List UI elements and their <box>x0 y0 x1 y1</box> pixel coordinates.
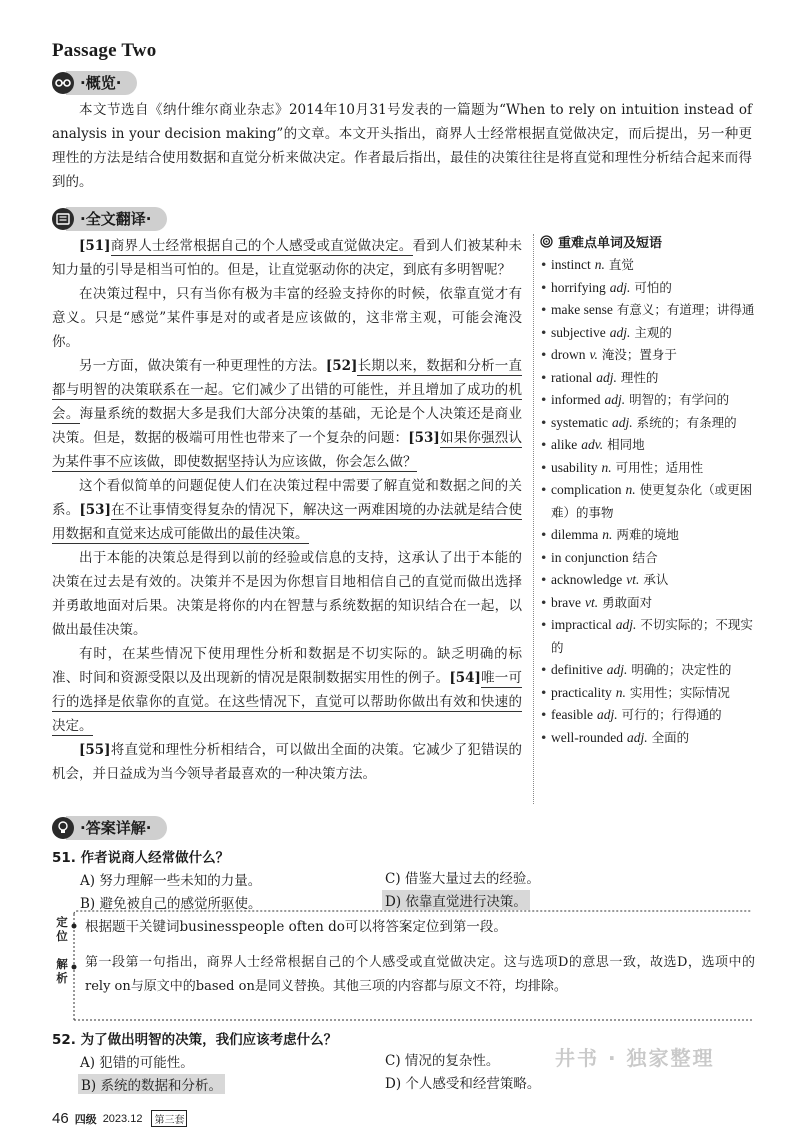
vocab-meaning: 明确的；决定性的 <box>631 662 732 677</box>
vocab-meaning: 明智的；有学问的 <box>629 392 730 407</box>
translation-para-7 <box>52 738 522 786</box>
answers-label: ·答案详解· <box>66 816 167 840</box>
vocab-meaning: 可行的；行得通的 <box>621 707 722 722</box>
overview-text: 本文节选自《纳什维尔商业杂志》2014年10月31号发表的一篇题为“When to rely on intuition instead of analysis in your decision making”的文章。本文开头指出，商界人士经常根据直觉做决定，而后提出，另一种更理性的方法是结合使用数据和直觉分析来做决定。作者最后指出，最佳的决策往往是将直觉和理性分析结合起来而得到的。 <box>52 102 752 190</box>
para-1-rest: 看到人们被某种未知力量的引导是相当可怕的。但是，让直觉驱动你的决定，到底有多明智呢？ <box>52 238 523 278</box>
question-51: 51. 作者说商人经常做什么？ <box>52 850 230 866</box>
q52-option-b: B) 系统的数据和分析。 <box>78 1074 225 1094</box>
vocab-word: make sense <box>551 302 613 317</box>
vocab-item <box>540 682 762 705</box>
para-4-pre: 这个看似简单的问题促使人们在决策过程中需要了解直觉和数据之间的关系。 <box>52 478 522 518</box>
q51-locate: 根据题干关键词businesspeople often do可以将答案定位到第一段。 <box>85 919 507 935</box>
vocab-pos: adj. <box>596 707 618 722</box>
q51-option-d-answer: D) 依靠直觉进行决策。 <box>382 890 530 910</box>
vocab-word: feasible <box>551 707 593 722</box>
vocab-pos: adj. <box>626 729 648 745</box>
vocab-item <box>540 322 762 345</box>
translation-para-6 <box>52 642 522 738</box>
vocab-list <box>540 254 762 749</box>
vocab-pos: adj. <box>604 392 626 407</box>
vocab-meaning: 理性的 <box>620 369 659 385</box>
overview-label: ·概览· <box>66 71 137 95</box>
page-number: 46 <box>52 1110 69 1127</box>
translation-para-3 <box>52 354 522 474</box>
vocab-meaning: 可怕的 <box>634 279 672 295</box>
vocab-word: impractical <box>551 617 612 632</box>
vocab-panel <box>540 232 762 749</box>
vocab-meaning: 勇敢面对 <box>602 594 653 610</box>
question-52: 52. 为了做出明智的决策，我们应该考虑什么？ <box>52 1032 338 1048</box>
translation-label: ·全文翻译· <box>66 207 167 231</box>
vocab-pos: adj. <box>609 279 631 295</box>
key-sentence-53b: 在不让事情变得复杂的情况下，解决这一两难困境的办法就是结合使用数据和直觉来达成可能做出的最佳决策。 <box>52 502 523 542</box>
key-sentence-54: 唯一可行的选择是依靠你的直觉。在这些情况下，直觉可以帮助你做出有效和快速的决定。 <box>52 670 523 734</box>
target-icon <box>540 235 553 248</box>
vocab-item <box>540 727 762 750</box>
vocab-word: practicality <box>551 684 612 700</box>
vocab-pos: n. <box>594 257 605 272</box>
question-marker-53b: [53] <box>79 502 111 518</box>
vocab-meaning: 淹没；置身于 <box>601 347 677 362</box>
vocab-word: horrifying <box>551 279 606 295</box>
vocab-title: 重难点单词及短语 <box>558 236 663 251</box>
vocab-meaning: 系统的；有条理的 <box>636 414 737 430</box>
vocab-word: drown <box>551 347 586 362</box>
book-icon <box>52 208 74 230</box>
vocab-word: systematic <box>551 414 608 430</box>
q51-analysis: 第一段第一句指出，商界人士经常根据自己的个人感受或直觉做决定。这与选项D的意思一致，故选D，选项中的rely on与原文中的based on是同义替换。其他三项的内容都与原文不符，均排除。 <box>85 955 755 994</box>
answers-header <box>52 815 167 841</box>
translation-para-1 <box>52 234 522 282</box>
vocab-pos: vt. <box>584 594 599 610</box>
translation-para-5: 出于本能的决策总是得到以前的经验或信息的支持，这承认了出于本能的决策在过去是有效的。决策并不是因为你想盲目地相信自己的直觉而做出选择并勇敢地面对后果。决策是将你的内在智慧与系统数据的知识结合在一起，以做出最佳决策。 <box>52 550 522 638</box>
q52-option-c: C) 情况的复杂性。 <box>385 1053 500 1069</box>
translation-para-4 <box>52 474 522 546</box>
vocab-item <box>540 614 762 659</box>
vocab-word: definitive <box>551 662 603 677</box>
column-divider <box>533 234 534 804</box>
passage-title: Passage Two <box>52 40 157 61</box>
vocab-item <box>540 299 762 322</box>
vocab-word: subjective <box>551 324 606 340</box>
vocab-meaning: 有意义；有道理；讲得通 <box>616 302 755 317</box>
question-marker-52: [52] <box>325 358 358 374</box>
vocab-item <box>540 367 762 390</box>
vocab-word: informed <box>551 392 601 407</box>
key-sentence-53a: 如果你强烈认为某件事不应该做，即使数据坚持认为应该做，你会怎么做？ <box>52 430 523 470</box>
q51-option-b: B) 避免被自己的感觉所驱使。 <box>80 896 262 912</box>
vocab-word: rational <box>551 369 593 385</box>
volume-label: 第三套 <box>151 1110 187 1127</box>
page-footer <box>52 1110 187 1127</box>
vocab-item <box>540 704 762 727</box>
key-sentence-55: 将直觉和理性分析相结合，可以做出全面的决策。它减少了犯错误的机会，并日益成为当今领导者最喜欢的一种决策方法。 <box>52 742 522 782</box>
vocab-item <box>540 569 762 592</box>
key-sentence-52: 长期以来，数据和分析一直都与明智的决策联系在一起。它们减少了出错的可能性，并且增加了成功的机会。 <box>52 358 523 422</box>
vocab-item <box>540 524 762 547</box>
vocab-item <box>540 277 762 300</box>
vocab-pos: n. <box>602 527 613 542</box>
translation-header <box>52 206 167 232</box>
vocab-pos: vt. <box>626 572 640 587</box>
q51-option-c: C) 借鉴大量过去的经验。 <box>385 871 540 887</box>
locate-tag: 定位 <box>56 915 68 943</box>
vocab-meaning: 不切实际的；不现实的 <box>551 617 753 655</box>
vocab-item <box>540 254 762 277</box>
bulb-icon <box>52 817 74 839</box>
vocab-word: in conjunction <box>551 549 629 565</box>
question-marker-51: [51] <box>79 238 111 254</box>
vocab-pos: adj. <box>606 662 628 677</box>
vocab-pos: v. <box>589 347 598 362</box>
vocab-meaning: 承认 <box>643 572 669 587</box>
vocab-word: well-rounded <box>551 729 623 745</box>
vocab-word: brave <box>551 594 581 610</box>
vocab-word: complication <box>551 482 622 497</box>
question-marker-53a: [53] <box>408 430 440 446</box>
vocab-header <box>540 232 762 251</box>
vocab-item <box>540 412 762 435</box>
vocab-meaning: 结合 <box>632 549 658 565</box>
vocab-meaning: 两难的境地 <box>616 527 679 542</box>
q52-option-d: D) 个人感受和经营策略。 <box>385 1076 541 1092</box>
vocab-word: usability <box>551 459 598 475</box>
vocab-meaning: 主观的 <box>634 324 672 340</box>
overview-header <box>52 70 137 96</box>
question-marker-55: [55] <box>79 742 111 758</box>
vocab-meaning: 实用性；实际情况 <box>629 684 730 700</box>
question-marker-54: [54] <box>449 670 481 686</box>
translation-para-2: 在决策过程中，只有当你有极为丰富的经验支持你的时候，依靠直觉才有意义。只是“感觉”某件事是对的或者是应该做的，这非常主观，可能会淹没你。 <box>52 286 522 350</box>
vocab-item <box>540 547 762 570</box>
vocab-pos: adj. <box>609 324 631 340</box>
vocab-pos: adj. <box>596 369 617 385</box>
vocab-item <box>540 344 762 367</box>
key-sentence-51: 商界人士经常根据自己的个人感受或直觉做决定。 <box>110 238 413 254</box>
para-3-mid: 海量系统的数据大多是我们大部分决策的基础，无论是个人决策还是商业决策。但是，数据的极端可用性也带来了一个复杂的问题： <box>52 406 523 446</box>
vocab-pos: n. <box>625 482 636 497</box>
watermark: 井书 · 独家整理 <box>555 1046 715 1070</box>
para-6-pre: 有时，在某些情况下使用理性分析和数据是不切实际的。缺乏明确的标准、时间和资源受限以及出现新的情况是限制数据实用性的例子。 <box>52 646 522 686</box>
vocab-meaning: 直觉 <box>608 257 634 272</box>
exam-level: 四级 <box>74 1112 97 1126</box>
issue-date: 2023.12 <box>102 1112 143 1125</box>
vocab-item <box>540 434 762 457</box>
vocab-word: dilemma <box>551 527 599 542</box>
vocab-word: instinct <box>551 257 591 272</box>
translation-body <box>52 234 522 786</box>
q51-option-a: A) 努力理解一些未知的力量。 <box>80 873 262 889</box>
glasses-icon <box>52 72 74 94</box>
para-3-pre: 另一方面，做决策有一种更理性的方法。 <box>79 358 326 374</box>
vocab-pos: adj. <box>615 617 637 632</box>
vocab-word: acknowledge <box>551 572 623 587</box>
vocab-pos: n. <box>601 459 612 475</box>
vocab-pos: adj. <box>611 414 633 430</box>
vocab-meaning: 相同地 <box>607 437 645 452</box>
vocab-item <box>540 479 762 524</box>
vocab-item <box>540 659 762 682</box>
q52-option-a: A) 犯错的可能性。 <box>80 1055 194 1071</box>
vocab-item <box>540 457 762 480</box>
vocab-item <box>540 389 762 412</box>
analysis-tag: 解析 <box>56 957 68 985</box>
vocab-pos: adv. <box>581 437 604 452</box>
vocab-item <box>540 592 762 615</box>
vocab-word: alike <box>551 437 578 452</box>
vocab-meaning: 可用性；适用性 <box>615 459 704 475</box>
vocab-meaning: 全面的 <box>651 729 690 745</box>
vocab-meaning: 使更复杂化（或更困难）的事物 <box>551 482 753 520</box>
vocab-pos: n. <box>615 684 626 700</box>
